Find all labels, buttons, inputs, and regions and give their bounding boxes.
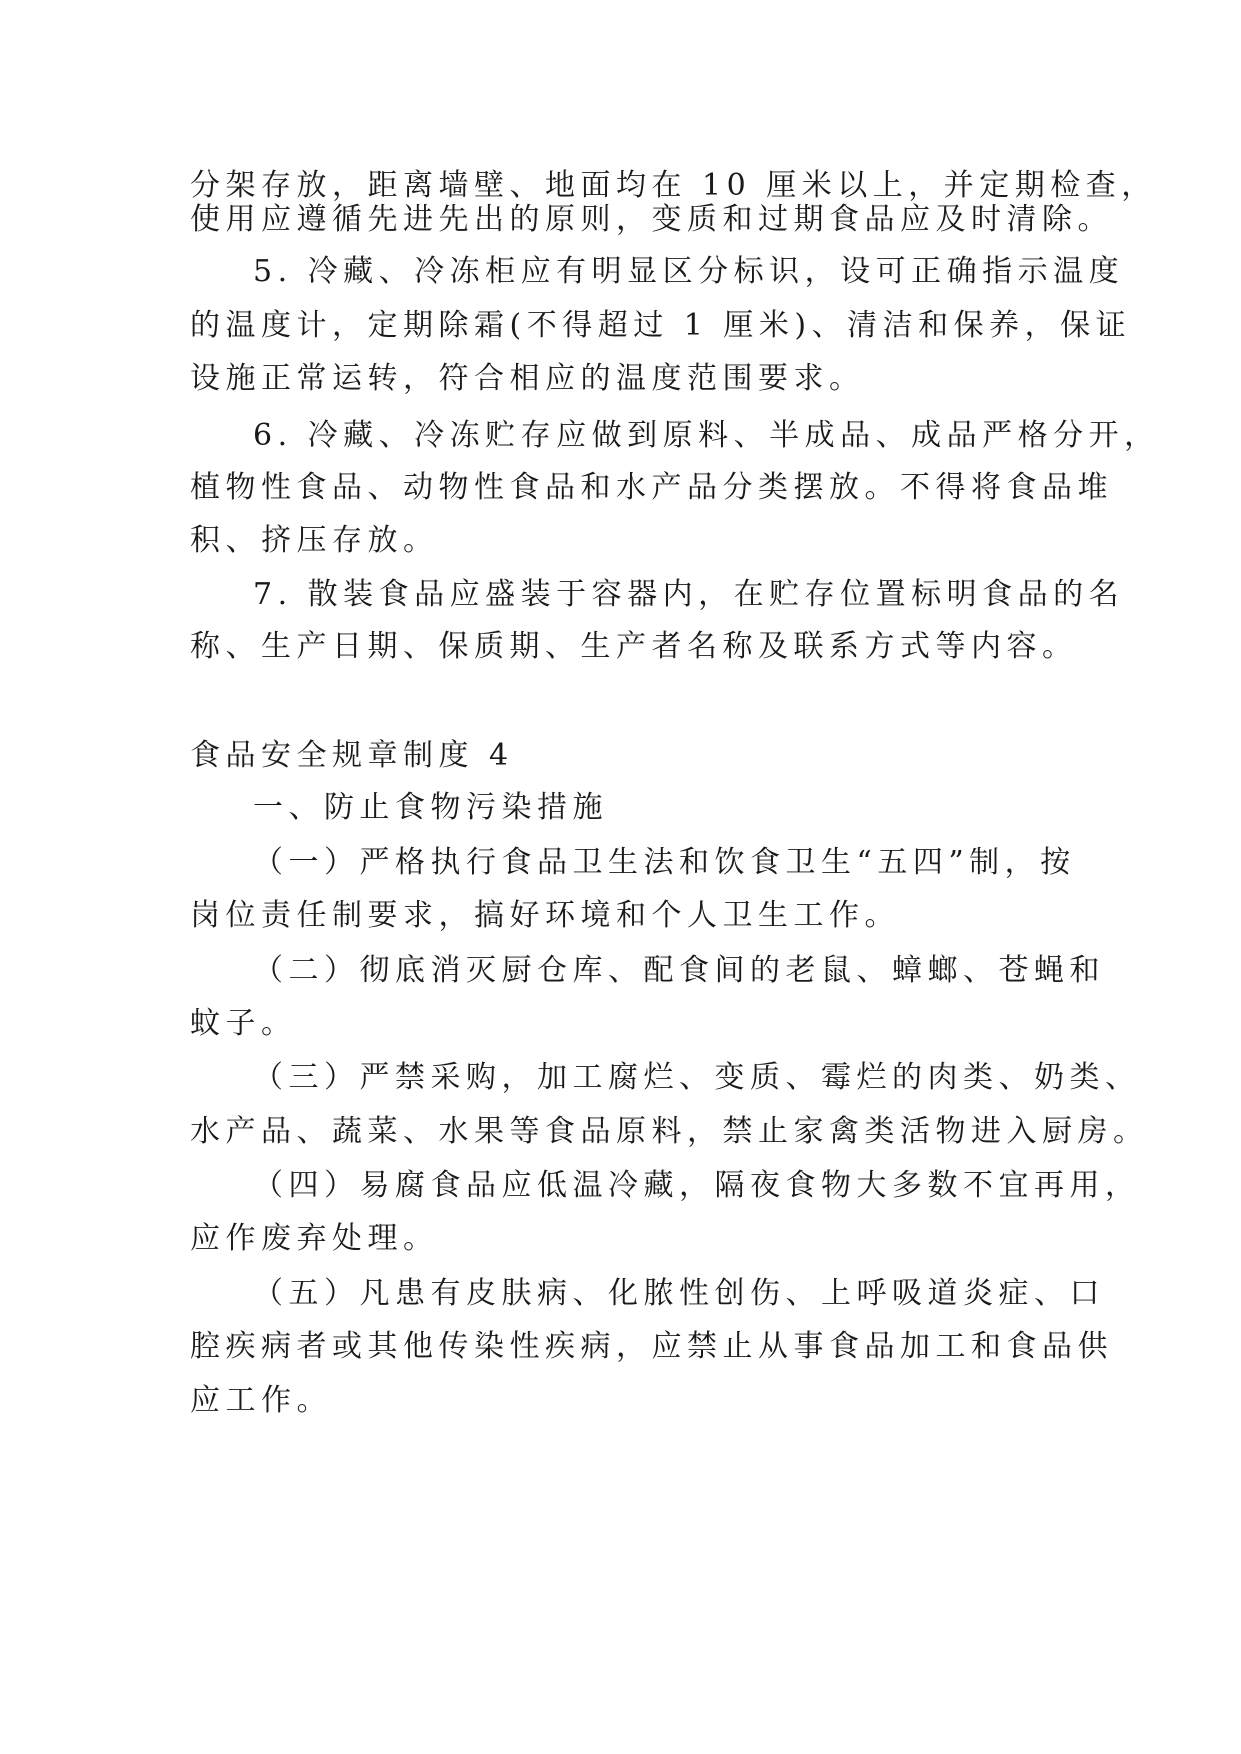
text-line: 蚊子。 xyxy=(190,1006,297,1041)
text-line: 5. 冷藏、冷冻柜应有明显区分标识，设可正确指示温度 xyxy=(253,254,1125,289)
text-line: 腔疾病者或其他传染性疾病，应禁止从事食品加工和食品供 xyxy=(190,1329,1113,1364)
text-line: 分架存放，距离墙壁、地面均在 10 厘米以上，并定期检查， xyxy=(190,168,1157,203)
section-title: 食品安全规章制度 4 xyxy=(190,738,514,773)
text-line: 水产品、蔬菜、水果等食品原料，禁止家禽类活物进入厨房。 xyxy=(190,1114,1149,1149)
text-line: 7. 散装食品应盛装于容器内，在贮存位置标明食品的名 xyxy=(253,577,1125,612)
text-line: 的温度计，定期除霜(不得超过 1 厘米)、清洁和保养，保证 xyxy=(190,308,1132,343)
text-line: 使用应遵循先进先出的原则，变质和过期食品应及时清除。 xyxy=(190,202,1113,237)
text-line: （五）凡患有皮肤病、化脓性创伤、上呼吸道炎症、口 xyxy=(253,1276,1105,1311)
text-line: 称、生产日期、保质期、生产者名称及联系方式等内容。 xyxy=(190,629,1078,664)
text-line: （一）严格执行食品卫生法和饮食卫生“五四”制，按 xyxy=(253,845,1076,880)
text-line: 设施正常运转，符合相应的温度范围要求。 xyxy=(190,361,865,396)
text-line: 应工作。 xyxy=(190,1383,332,1418)
text-line: 应作废弃处理。 xyxy=(190,1221,439,1256)
subsection-heading: 一、防止食物污染措施 xyxy=(253,790,608,825)
text-line: （二）彻底消灭厨仓库、配食间的老鼠、蟑螂、苍蝇和 xyxy=(253,953,1105,988)
text-line: 植物性食品、动物性食品和水产品分类摆放。不得将食品堆 xyxy=(190,470,1113,505)
text-line: 积、挤压存放。 xyxy=(190,523,439,558)
text-line: 6. 冷藏、冷冻贮存应做到原料、半成品、成品严格分开， xyxy=(253,418,1160,453)
text-line: （四）易腐食品应低温冷藏，隔夜食物大多数不宜再用， xyxy=(253,1168,1141,1203)
text-line: 岗位责任制要求，搞好环境和个人卫生工作。 xyxy=(190,898,900,933)
text-line: （三）严禁采购，加工腐烂、变质、霉烂的肉类、奶类、 xyxy=(253,1060,1141,1095)
